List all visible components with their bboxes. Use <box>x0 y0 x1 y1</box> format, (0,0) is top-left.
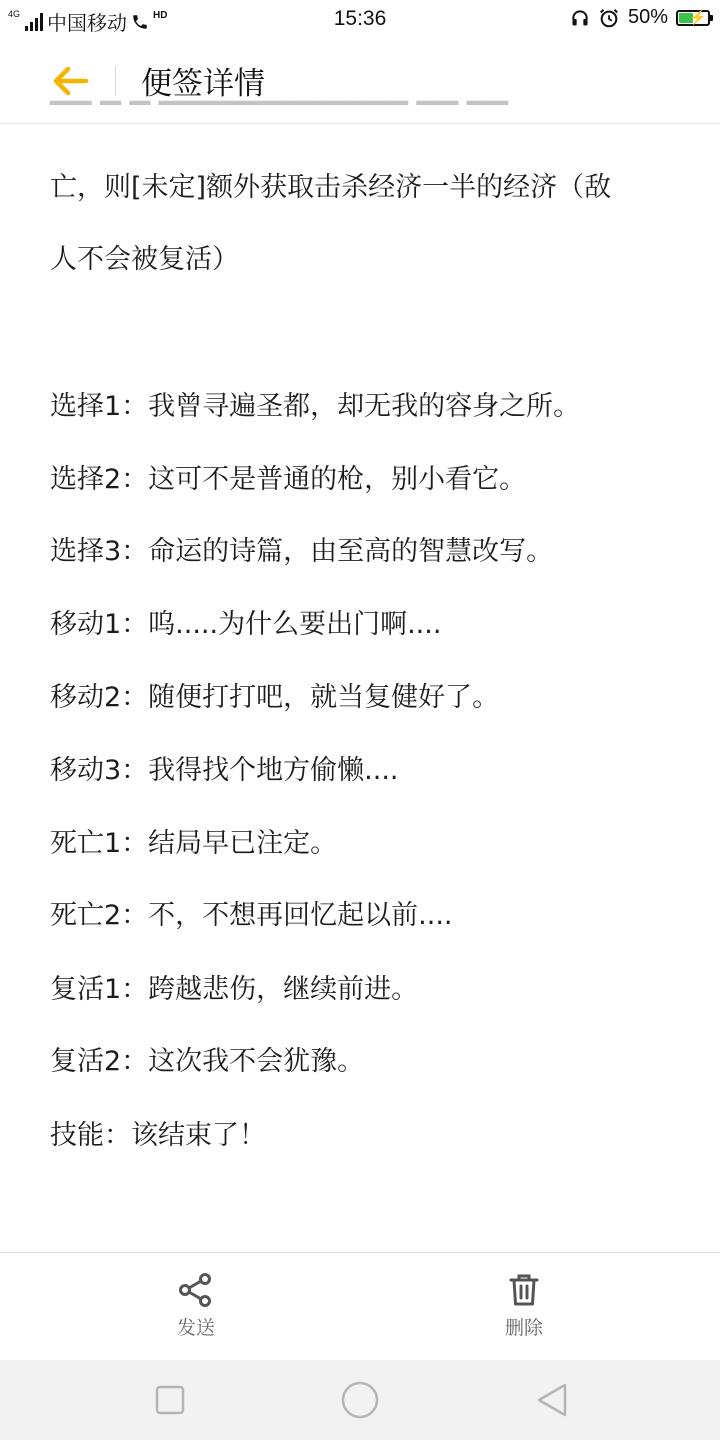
back-button[interactable] <box>48 60 94 102</box>
note-content[interactable] <box>0 102 720 1252</box>
note-line: 选择2：这可不是普通的枪，别小看它。 <box>50 464 527 495</box>
bottom-action-bar <box>0 1252 720 1360</box>
status-right <box>570 6 710 29</box>
note-line: 移动2：随便打打吧，就当复健好了。 <box>50 682 500 713</box>
hd-badge: HD <box>153 10 168 21</box>
battery-icon <box>676 10 710 26</box>
note-line: 选择3：命运的诗篇，由至高的智慧改写。 <box>50 536 554 567</box>
charging-bolt-icon: ⚡ <box>689 8 707 25</box>
home-button[interactable] <box>340 1380 380 1420</box>
alarm-clock-icon <box>598 7 620 29</box>
triangle-back-icon <box>535 1382 569 1418</box>
note-line: 移动3：我得找个地方偷懒.... <box>50 755 399 786</box>
note-line: 亡，则[未定]额外获取击杀经济一半的经济（敌 <box>50 172 612 203</box>
title-divider <box>115 66 116 96</box>
delete-label: 删除 <box>504 1317 543 1339</box>
note-line: 人不会被复活） <box>50 244 239 275</box>
recent-apps-button[interactable] <box>150 1380 190 1420</box>
note-line: 选择1：我曾寻遍圣都，却无我的容身之所。 <box>50 391 581 422</box>
system-navigation-bar <box>0 1360 720 1440</box>
status-time: 15:36 <box>333 7 387 30</box>
note-line: 复活2：这次我不会犹豫。 <box>50 1046 365 1077</box>
note-line: 死亡1：结局早已注定。 <box>50 828 338 859</box>
clipped-text-line: ▔▔ ▔ ▔ ▔▔▔▔▔▔▔▔▔▔▔▔ ▔▔ ▔▔ <box>50 102 509 133</box>
send-label: 发送 <box>176 1317 215 1339</box>
status-bar <box>0 0 720 38</box>
square-recent-icon <box>155 1385 185 1415</box>
delete-button[interactable] <box>474 1273 574 1340</box>
note-line: 移动1：呜.....为什么要出门啊.... <box>50 609 442 640</box>
page-title: 便签详情 <box>141 66 265 102</box>
note-line: 死亡2：不，不想再回忆起以前.... <box>50 900 453 931</box>
arrow-left-icon <box>53 66 89 96</box>
system-back-button[interactable] <box>532 1380 572 1420</box>
note-line: 技能：该结束了！ <box>50 1120 266 1151</box>
battery-percent: 50% <box>627 6 668 28</box>
send-button[interactable] <box>146 1273 246 1340</box>
trash-icon <box>508 1273 540 1307</box>
network-type: 4G <box>8 8 21 19</box>
note-line: 复活1：跨越悲伤，继续前进。 <box>50 974 419 1005</box>
circle-home-icon <box>341 1381 379 1419</box>
carrier-name: 中国移动 <box>47 13 128 35</box>
share-icon <box>178 1273 214 1307</box>
headphones-icon <box>570 8 590 28</box>
